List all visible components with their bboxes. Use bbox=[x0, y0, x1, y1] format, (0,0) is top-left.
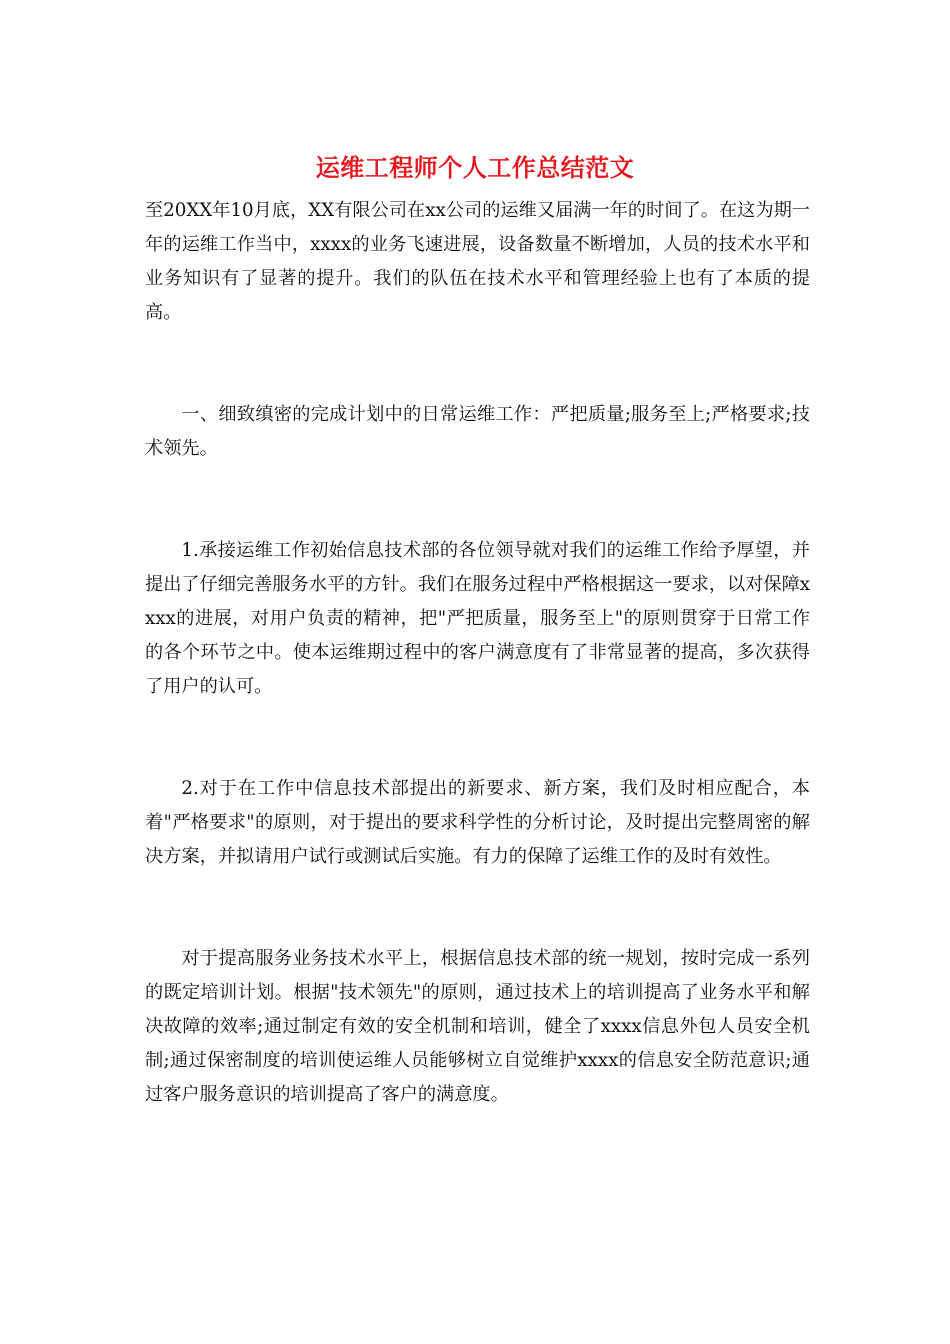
document-title: 运维工程师个人工作总结范文 bbox=[315, 153, 635, 182]
item-two-paragraph: 2.对于在工作中信息技术部提出的新要求、新方案，我们及时相应配合，本着"严格要求"的原则，对于提出的要求科学性的分析讨论，及时提出完整周密的解决方案，并拟请用户试行或测试后实施。有力的保障了运维工作的及时有效性。 bbox=[145, 778, 810, 867]
section-heading-paragraph: 一、细致缜密的完成计划中的日常运维工作：严把质量;服务至上;严格要求;技术领先。 bbox=[145, 404, 810, 459]
training-paragraph: 对于提高服务业务技术水平上，根据信息技术部的统一规划，按时完成一系列的既定培训计划。根据"技术领先"的原则，通过技术上的培训提高了业务水平和解决故障的效率;通过制定有效的安全机制和培训，健全了xxxx信息外包人员安全机制;通过保密制度的培训使运维人员能够树立自觉维护xxxx的信息安全防范意识;通过客户服务意识的培训提高了客户的满意度。 bbox=[145, 948, 810, 1105]
paragraph-spacer bbox=[145, 704, 810, 772]
item-one-paragraph: 1.承接运维工作初始信息技术部的各位领导就对我们的运维工作给予厚望，并提出了仔细完善服务水平的方针。我们在服务过程中严格根据这一要求，以对保障xxxx的进展，对用户负责的精神，把"严把质量，服务至上"的原则贯穿于日常工作的各个环节之中。使本运维期过程中的客户满意度有了非常显著的提高，多次获得了用户的认可。 bbox=[145, 540, 811, 697]
paragraph-spacer bbox=[145, 466, 810, 534]
intro-paragraph: 至20XX年10月底，XX有限公司在xx公司的运维又届满一年的时间了。在这为期一年的运维工作当中，xxxx的业务飞速进展，设备数量不断增加，人员的技术水平和业务知识有了显著的提升。我们的队伍在技术水平和管理经验上也有了本质的提高。 bbox=[145, 200, 810, 323]
paragraph-spacer bbox=[145, 874, 810, 942]
document-body bbox=[145, 194, 810, 1112]
paragraph-spacer bbox=[145, 330, 810, 398]
